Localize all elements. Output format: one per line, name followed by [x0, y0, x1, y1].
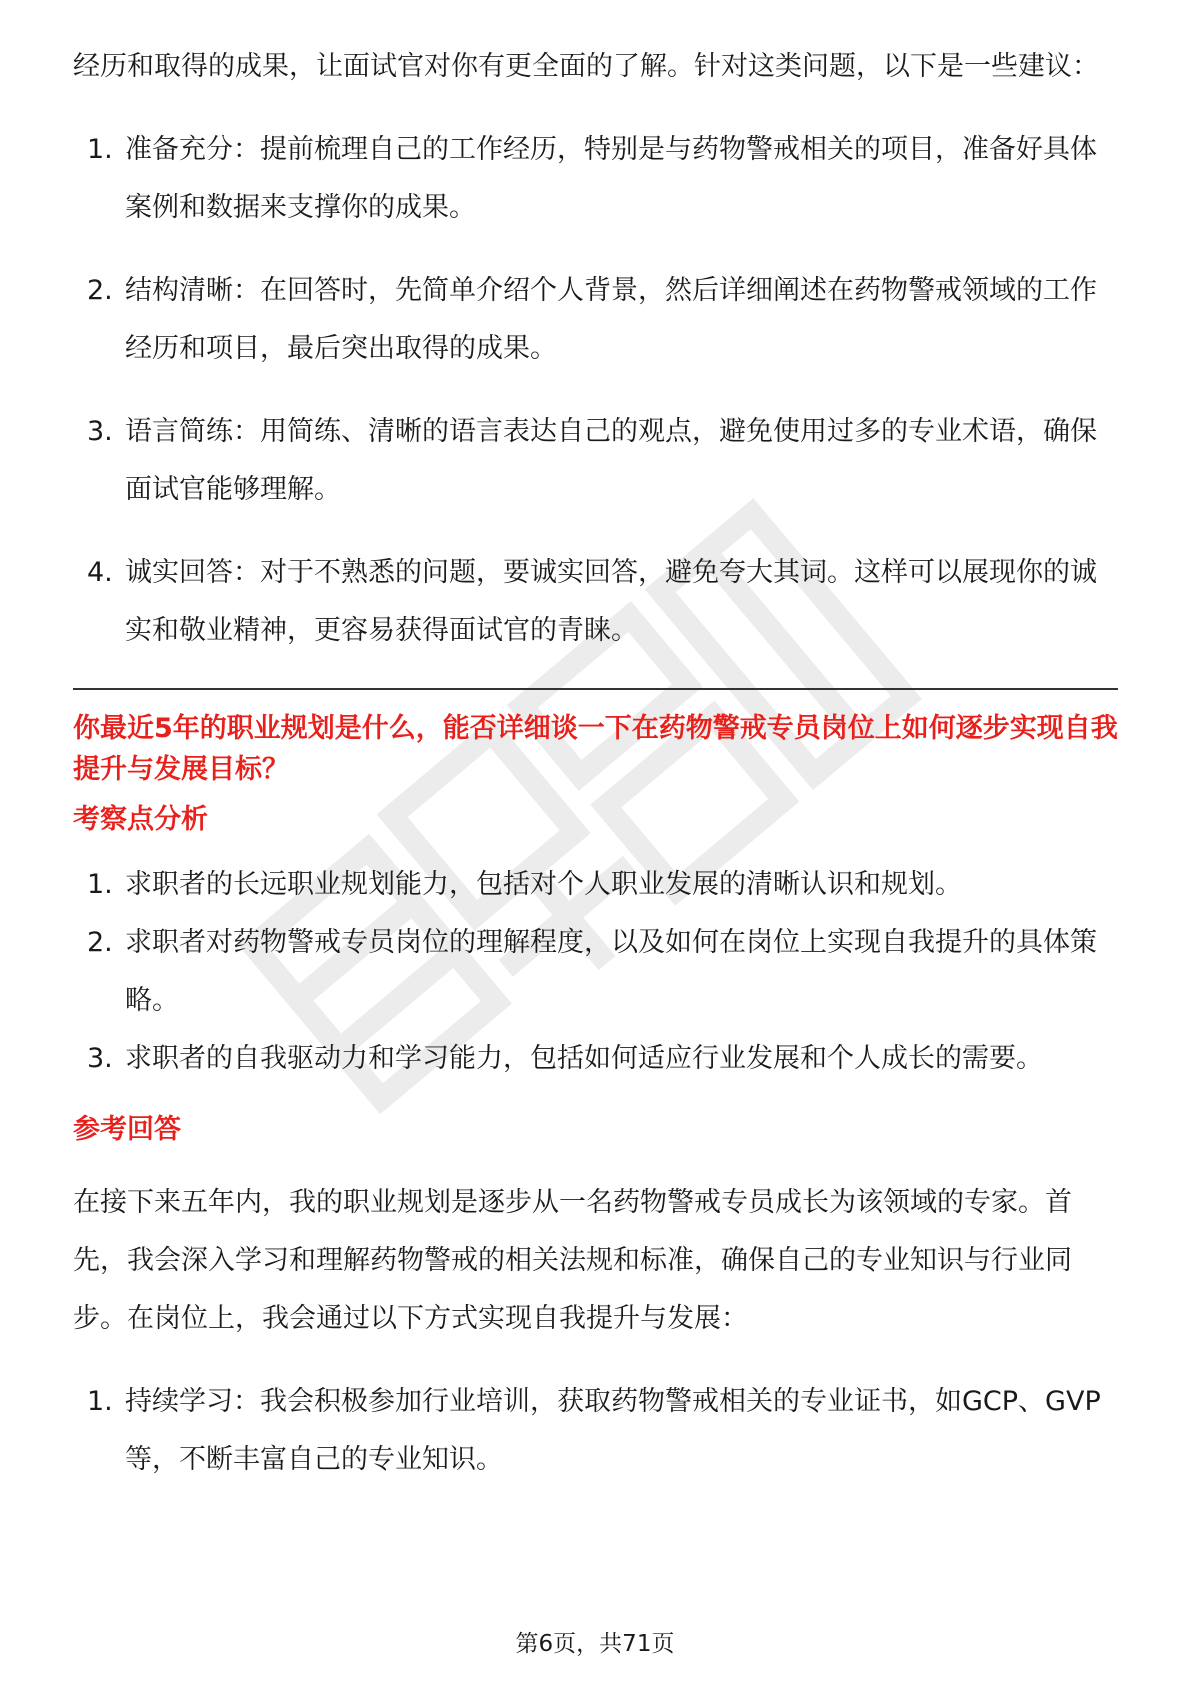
list-number: 3.	[87, 416, 113, 447]
list-text: 结构清晰：在回答时，先简单介绍个人背景，然后详细阐述在药物警戒领域的工作经历和项目，最后突出取得的成果。	[125, 275, 1097, 364]
tips-list	[73, 121, 1118, 660]
list-text: 持续学习：我会积极参加行业培训，获取药物警戒相关的专业证书，如GCP、GVP等，不断丰富自己的专业知识。	[125, 1386, 1101, 1475]
page-footer: 第6页，共71页	[515, 1631, 675, 1657]
list-text: 求职者对药物警戒专员岗位的理解程度，以及如何在岗位上实现自我提升的具体策略。	[125, 927, 1097, 1016]
document-content	[73, 38, 1118, 1489]
list-item	[73, 914, 1118, 1030]
list-number: 1.	[87, 869, 113, 900]
list-text: 求职者的长远职业规划能力，包括对个人职业发展的清晰认识和规划。	[125, 869, 962, 900]
list-item	[73, 544, 1118, 660]
list-number: 1.	[87, 1386, 113, 1417]
list-item	[73, 856, 1118, 914]
list-item	[73, 1373, 1118, 1489]
answer-list	[73, 1373, 1118, 1489]
list-item	[73, 121, 1118, 237]
list-number: 2.	[87, 927, 113, 958]
section-divider	[73, 688, 1118, 690]
list-number: 3.	[87, 1043, 113, 1074]
list-text: 语言简练：用简练、清晰的语言表达自己的观点，避免使用过多的专业术语，确保面试官能够理解。	[125, 416, 1097, 505]
list-text: 准备充分：提前梳理自己的工作经历，特别是与药物警戒相关的项目，准备好具体案例和数据来支撑你的成果。	[125, 134, 1097, 223]
intro-paragraph: 经历和取得的成果，让面试官对你有更全面的了解。针对这类问题，以下是一些建议：	[73, 51, 1099, 82]
list-number: 4.	[87, 557, 113, 588]
analysis-list	[73, 856, 1118, 1088]
list-number: 2.	[87, 275, 113, 306]
list-text: 诚实回答：对于不熟悉的问题，要诚实回答，避免夸大其词。这样可以展现你的诚实和敬业精神，更容易获得面试官的青睐。	[125, 557, 1097, 646]
list-number: 1.	[87, 134, 113, 165]
list-item	[73, 1030, 1118, 1088]
list-text: 求职者的自我驱动力和学习能力，包括如何适应行业发展和个人成长的需要。	[125, 1043, 1043, 1074]
answer-heading: 参考回答	[73, 1114, 181, 1145]
list-item	[73, 403, 1118, 519]
question-heading: 你最近5年的职业规划是什么，能否详细谈一下在药物警戒专员岗位上如何逐步实现自我提升与发展目标？	[73, 713, 1118, 785]
list-item	[73, 262, 1118, 378]
answer-paragraph: 在接下来五年内，我的职业规划是逐步从一名药物警戒专员成长为该领域的专家。首先，我会深入学习和理解药物警戒的相关法规和标准，确保自己的专业知识与行业同步。在岗位上，我会通过以下方式实现自我提升与发展：	[73, 1187, 1072, 1334]
analysis-heading: 考察点分析	[73, 804, 208, 835]
